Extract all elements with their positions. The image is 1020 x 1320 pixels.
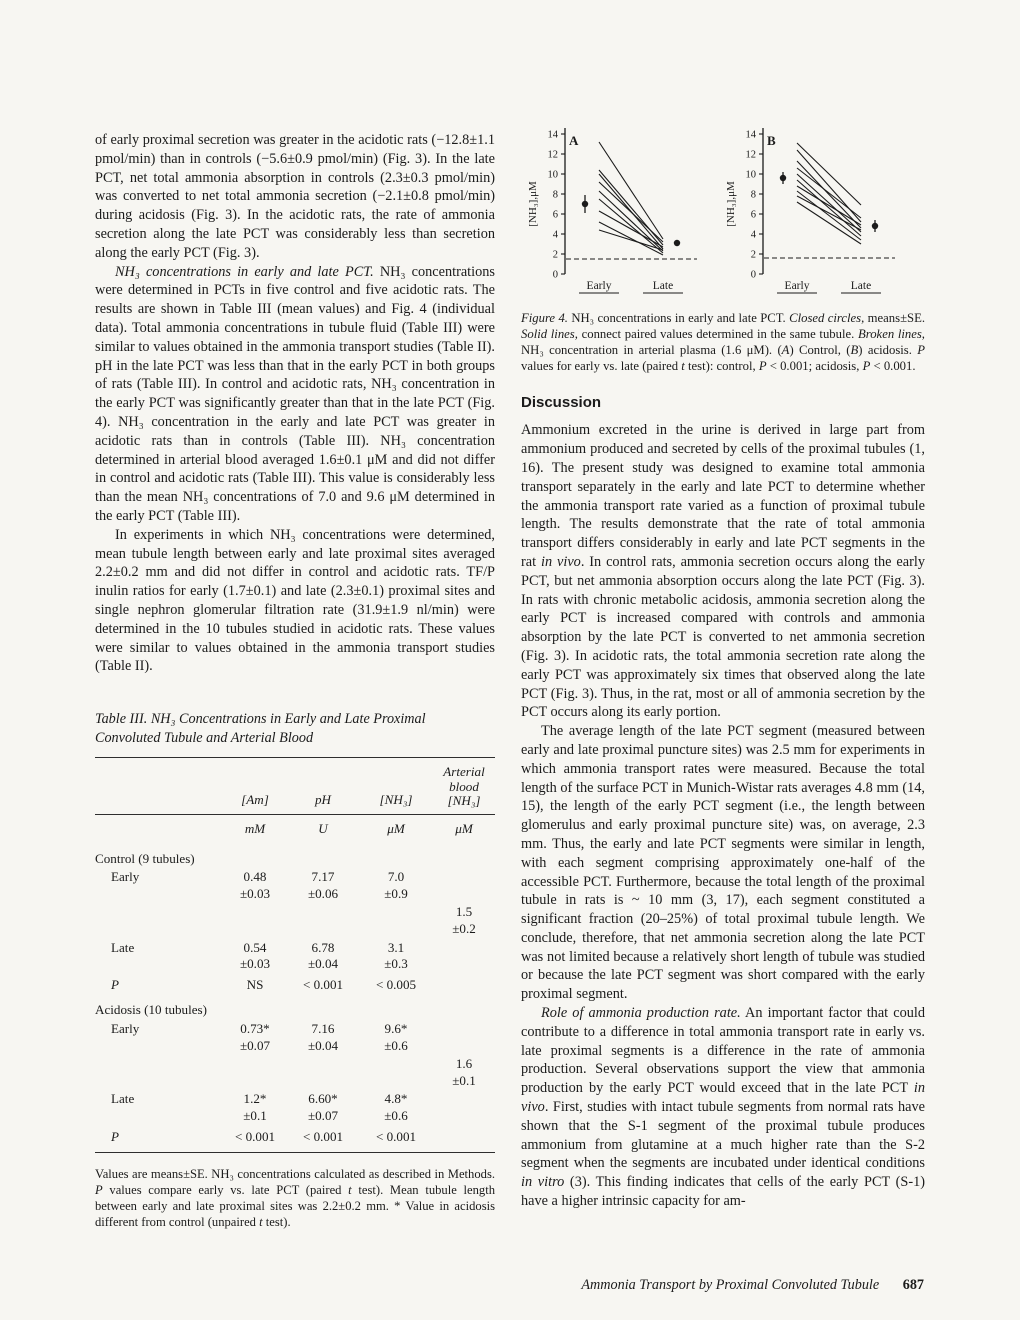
- table-row: [95, 977, 495, 994]
- table-cell: 6.60* ±0.07: [307, 1091, 339, 1123]
- x-category-label: Early: [784, 280, 810, 292]
- y-tick-label: 4: [552, 229, 558, 241]
- table-cell: 0.48 ±0.03: [239, 869, 271, 901]
- paired-tubule-line: [797, 143, 861, 205]
- y-tick-label: 2: [552, 249, 558, 261]
- paired-tubule-line: [599, 211, 663, 247]
- table-cell: μM: [455, 821, 473, 837]
- y-tick-label: 10: [745, 169, 756, 181]
- table-row: [95, 851, 495, 868]
- text-segment: t: [681, 359, 685, 374]
- table-cell: μM: [387, 821, 405, 837]
- x-category-label: Early: [586, 280, 612, 292]
- table-header-cell: pH: [314, 792, 331, 808]
- table-cell: [223, 904, 287, 937]
- figure4-caption: [521, 310, 925, 374]
- text-segment: < 0.001.: [870, 359, 916, 374]
- text-segment: Solid lines,: [521, 327, 578, 342]
- table-cell: < 0.001: [302, 976, 344, 992]
- table-cell: [359, 1056, 433, 1089]
- table-row: [95, 1056, 495, 1089]
- table-cell: mM: [244, 821, 266, 837]
- y-tick-label: 14: [745, 129, 756, 141]
- table-cell: NS: [246, 976, 264, 992]
- text-segment: in vivo: [540, 553, 581, 570]
- mean-point: [872, 223, 878, 229]
- table-cell: 3.1 ±0.3: [384, 939, 408, 972]
- table-cell: [433, 1091, 495, 1124]
- paragraph: of early proximal secretion was greater in the acidotic rats (−12.8±1.1 pmol/min) than in controls (−5.6±0.9 pmol/min) (Fig. 3). In the late PCT, net total ammonia absorption in controls (2.3±0.3 pmol/min) was converted to net total ammonia secretion (−2.1±0.8 pmol/min) during acidosis (Fig. 3). In the acidotic rats, the rate of ammonia secretion along the late PCT was considerably less than secretion along the early PCT (Fig. 3).: [95, 132, 495, 261]
- table-cell: [433, 977, 495, 994]
- paired-tubule-line: [797, 186, 861, 225]
- table-cell: 0.54 ±0.03: [239, 939, 271, 972]
- mean-point: [674, 240, 680, 246]
- right-column: [521, 122, 925, 1211]
- text-segment: connect paired values determined in the same tubule.: [577, 327, 858, 342]
- figure4-panel-b-chart: [723, 122, 909, 300]
- text-segment: in vivo: [521, 1080, 925, 1116]
- table-cell: [359, 1002, 433, 1019]
- table-cell: Control (9 tubules): [95, 850, 195, 866]
- table-rule-top: [95, 757, 495, 758]
- running-title: Ammonia Transport by Proximal Convoluted Tubule: [581, 1277, 880, 1293]
- table-cell: P: [111, 976, 119, 992]
- panel-letter: A: [569, 133, 579, 148]
- text-segment: Broken lines,: [858, 327, 925, 342]
- x-category-label: Late: [850, 280, 872, 292]
- text-segment: P: [917, 343, 925, 358]
- table-header-line: [NH₃]: [447, 793, 481, 809]
- y-tick-label: 8: [552, 189, 558, 201]
- table-cell: 1.6 ±0.1: [452, 1056, 476, 1088]
- text-segment: test): control,: [684, 359, 759, 374]
- table-cell: Acidosis (10 tubules): [95, 1002, 208, 1018]
- table-row: [95, 904, 495, 937]
- table-cell: 1.2* ±0.1: [243, 1091, 267, 1123]
- table-cell: Early: [111, 1021, 140, 1037]
- text-segment: NH₃ concentrations in early and late PCT.: [115, 263, 374, 280]
- table-cell: [287, 851, 359, 868]
- text-segment: t: [348, 1183, 352, 1198]
- table-header-cell: [433, 765, 495, 809]
- text-segment: in vitro: [521, 1174, 565, 1191]
- text-segment: test). Mean tubule length between early and late proximal sites was 2.2±0.2 mm. * Value in acidosis different from control (unpaired: [95, 1183, 495, 1230]
- table-cell: [95, 904, 223, 937]
- table-cell: U: [318, 821, 328, 837]
- table-header-cell: [NH₃]: [379, 792, 413, 808]
- table-cell: [95, 821, 223, 838]
- text-segment: < 0.001; acidosis,: [766, 359, 863, 374]
- table-cell: [223, 1002, 287, 1019]
- text-segment: Role of ammonia production rate.: [541, 1005, 741, 1022]
- x-category-label: Late: [652, 280, 674, 292]
- table-cell: [287, 1056, 359, 1089]
- y-tick-label: 4: [750, 229, 756, 241]
- table3-footnote: [95, 1166, 495, 1230]
- table-header-cell: [Am]: [241, 792, 269, 808]
- table-cell: 7.16 ±0.04: [307, 1021, 339, 1053]
- table-row: [95, 1091, 495, 1124]
- table-row: [95, 940, 495, 973]
- text-segment: NH₃ concentrations were determined in PCTs in five control and five acidotic rats. The results are shown in Table III (mean values) and Fig. 4 (individual data). Total ammonia concentrations in tubule fluid (Table III) were similar to values obtained in the ammonia transport studies (Table II). pH in the late PCT was less than that in the early PCT in both groups of rats (Table III). In control and acidotic rats, NH₃ concentration in the early PCT was significantly greater than that in the late PCT (Fig. 4). NH₃ concentration in the early and late PCT was greater in acidotic rats than in controls (Table III). NH₃ concentration determined in arterial blood averaged 1.6±0.1 μM and did not differ in control and acidotic rats (Table III). This value is considerably less than the mean NH₃ concentrations of 7.0 and 9.6 μM determined in the early PCT (Table III).: [95, 263, 495, 524]
- y-tick-label: 10: [547, 169, 558, 181]
- table-cell: < 0.001: [375, 1128, 417, 1144]
- y-tick-label: 2: [750, 249, 756, 261]
- table3: [95, 710, 495, 1230]
- table-cell: [359, 851, 433, 868]
- text-segment: Closed circles,: [789, 311, 865, 325]
- table-row: [95, 869, 495, 902]
- table-cell: P: [111, 1128, 119, 1144]
- discussion-heading: Discussion: [521, 394, 602, 412]
- table3-caption: Table III. NH₃ Concentrations in Early and Late Proximal Convoluted Tubule and Arterial Blood: [95, 711, 426, 746]
- paragraph: In experiments in which NH₃ concentrations were determined, mean tubule length between early and late proximal sites averaged 2.2±0.2 mm and did not differ in control and acidotic rats. TF/P inulin ratios for early (1.7±0.1) and late (2.3±0.1) proximal sites and single nephron glomerular filtration rate (31.9±1.9 nl/min) were determined in the 10 tubules studied in acidotic rats. These values were similar to values obtained in the ammonia transport studies (Table II).: [95, 526, 495, 675]
- figure4-panel-a-chart: [525, 122, 711, 300]
- mean-point: [582, 201, 588, 207]
- table-header-line: Arterial: [443, 764, 485, 780]
- text-segment: (3). This finding indicates that cells of the early PCT (S-1) have a higher intrinsic capacity for am-: [521, 1174, 926, 1210]
- table-cell: [287, 904, 359, 937]
- figure4: [521, 122, 925, 374]
- y-tick-label: 14: [547, 129, 558, 141]
- table-cell: [95, 1056, 223, 1089]
- panel-letter: B: [767, 133, 776, 148]
- table3-units-row: [95, 818, 495, 842]
- table-cell: [433, 851, 495, 868]
- figure4-charts: [521, 122, 925, 300]
- y-axis-label: [NH₃],μM: [527, 181, 539, 227]
- text-segment: ) acidosis.: [858, 343, 918, 358]
- text-segment: P: [862, 359, 871, 374]
- mean-point: [780, 175, 786, 181]
- text-segment: An important factor that could contribute to a difference in total ammonia transport rate in early vs. late proximal segments is a difference in the rate of ammonia production. Several observations support the view that ammonia production by the early PCT would exceed that in the late PCT: [521, 1005, 926, 1097]
- text-segment: values for early vs. late (paired: [521, 359, 682, 374]
- table-cell: < 0.001: [302, 1128, 344, 1144]
- table-cell: [433, 1129, 495, 1146]
- y-tick-label: 8: [750, 189, 756, 201]
- table3-body: [95, 851, 495, 1146]
- text-segment: . First, studies with intact tubule segments from normal rats have shown that the S-1 segment of the proximal tubule produces ammonium from glutamine at a much higher rate than the S-2 segment when the segments are incubated under identical conditions: [521, 1099, 925, 1172]
- table-cell: Late: [111, 1091, 135, 1107]
- text-segment: NH₃ concentration in arterial plasma (1.6 μM). (: [521, 343, 782, 358]
- paired-tubule-line: [797, 196, 861, 230]
- paragraph: The average length of the late PCT segment (measured between early and late proximal puncture sites) was 2.5 mm for experiments in which ammonia transport rates were measured. Because the total length of the surface PCT in Munich-Wistar rats averages 4.8 mm (14, 15), the length of the early PCT segment (i.e., the length between glomerulus and early proximal puncture site) was, on average, 2.3 mm. Thus, the early and late PCT segments were similar in length, with each segment comprising approximately one-half of the accessible PCT. Furthermore, because the total length of the proximal tubule in rats is ~ 10 mm (3, 17), each segment constituted a significant fraction (20–25%) of total proximal tubule length. We conclude, therefore, that net ammonia secretion along the late PCT was not limited because a relatively short length of tubule was studied or because the late PCT segment was short compared with the early proximal segment.: [521, 723, 925, 1003]
- table-cell: Late: [111, 939, 135, 955]
- text-segment: values compare early vs. late PCT (paired: [102, 1183, 349, 1198]
- table-cell: 7.0 ±0.9: [384, 869, 408, 901]
- table3-header-row: [95, 761, 495, 811]
- text-segment: ) Control, (: [789, 343, 851, 358]
- table-rule-mid: [95, 814, 495, 815]
- text-segment: B: [850, 343, 859, 358]
- y-tick-label: 6: [750, 209, 756, 221]
- paired-tubule-line: [797, 191, 861, 240]
- table-cell: [433, 940, 495, 973]
- paired-tubule-line: [797, 161, 861, 228]
- paragraph: [521, 421, 925, 722]
- table-cell: [359, 904, 433, 937]
- table-row: [95, 1021, 495, 1054]
- paragraph: [95, 263, 495, 526]
- page-number: 687: [902, 1277, 924, 1293]
- text-segment: . In control rats, ammonia secretion occurs along the early PCT, but net ammonia absorption occurs along the late PCT (Fig. 3). In rats with chronic metabolic acidosis, ammonia secretion along the early PCT is increased compared with controls and ammonia absorption by the late PCT is converted to net ammonia secretion (Fig. 3). In acidotic rats, the total ammonia secretion rate along the early PCT was approximately six times that observed along the late PCT (Fig. 3). Thus, in the rat, most or all of ammonia secretion by the PCT occurs along its early portion.: [521, 553, 925, 721]
- table-cell: [433, 1021, 495, 1054]
- text-segment: NH₃ concentrations in early and late PCT.: [567, 311, 790, 325]
- text-segment: means±SE.: [864, 311, 926, 325]
- text-segment: test).: [262, 1215, 291, 1230]
- text-segment: Values are means±SE. NH₃ concentrations calculated as described in Methods.: [95, 1167, 495, 1182]
- paired-tubule-line: [797, 168, 861, 218]
- y-tick-label: 0: [750, 269, 756, 281]
- y-tick-label: 6: [552, 209, 558, 221]
- table-row: [95, 1002, 495, 1019]
- paragraph: [521, 1004, 925, 1211]
- table-cell: [433, 1002, 495, 1019]
- table-row: [95, 1129, 495, 1146]
- table-cell: 6.78 ±0.04: [307, 939, 339, 972]
- table-cell: < 0.001: [234, 1128, 276, 1144]
- text-segment: A: [781, 343, 790, 358]
- text-segment: Figure 4.: [521, 311, 568, 325]
- text-segment: P: [95, 1183, 103, 1198]
- table-cell: [433, 869, 495, 902]
- y-tick-label: 12: [745, 149, 756, 161]
- table-header-line: blood: [449, 778, 479, 794]
- table-cell: 9.6* ±0.6: [384, 1021, 408, 1053]
- text-segment: t: [259, 1215, 263, 1230]
- table-cell: 7.17 ±0.06: [307, 869, 339, 901]
- table-cell: 0.73* ±0.07: [239, 1021, 271, 1053]
- table-cell: [287, 1002, 359, 1019]
- text-segment: P: [758, 359, 767, 374]
- table-rule-bottom: [95, 1152, 495, 1153]
- table-cell: Early: [111, 869, 140, 885]
- page-footer: [581, 1277, 924, 1294]
- table-cell: 4.8* ±0.6: [384, 1091, 408, 1123]
- left-column: [95, 131, 495, 1231]
- y-axis-label: [NH₃],μM: [725, 181, 737, 227]
- y-tick-label: 0: [552, 269, 558, 281]
- text-segment: Ammonium excreted in the urine is derived in large part from ammonium produced and secreted by cells of the proximal tubules (1, 16). The present study was designed to examine total ammonia transport separately in the early and late PCT to determine whether the ammonia transport rate varied as a function of proximal tubule length. The results demonstrate that the rate of total ammonia transport differs considerably in early and late PCT segments in the rat: [521, 422, 925, 570]
- table-cell: 1.5 ±0.2: [452, 904, 476, 937]
- table-cell: [223, 1056, 287, 1089]
- paired-tubule-line: [797, 150, 861, 222]
- table-cell: < 0.005: [375, 976, 417, 992]
- table-cell: [223, 851, 287, 868]
- y-tick-label: 12: [547, 149, 558, 161]
